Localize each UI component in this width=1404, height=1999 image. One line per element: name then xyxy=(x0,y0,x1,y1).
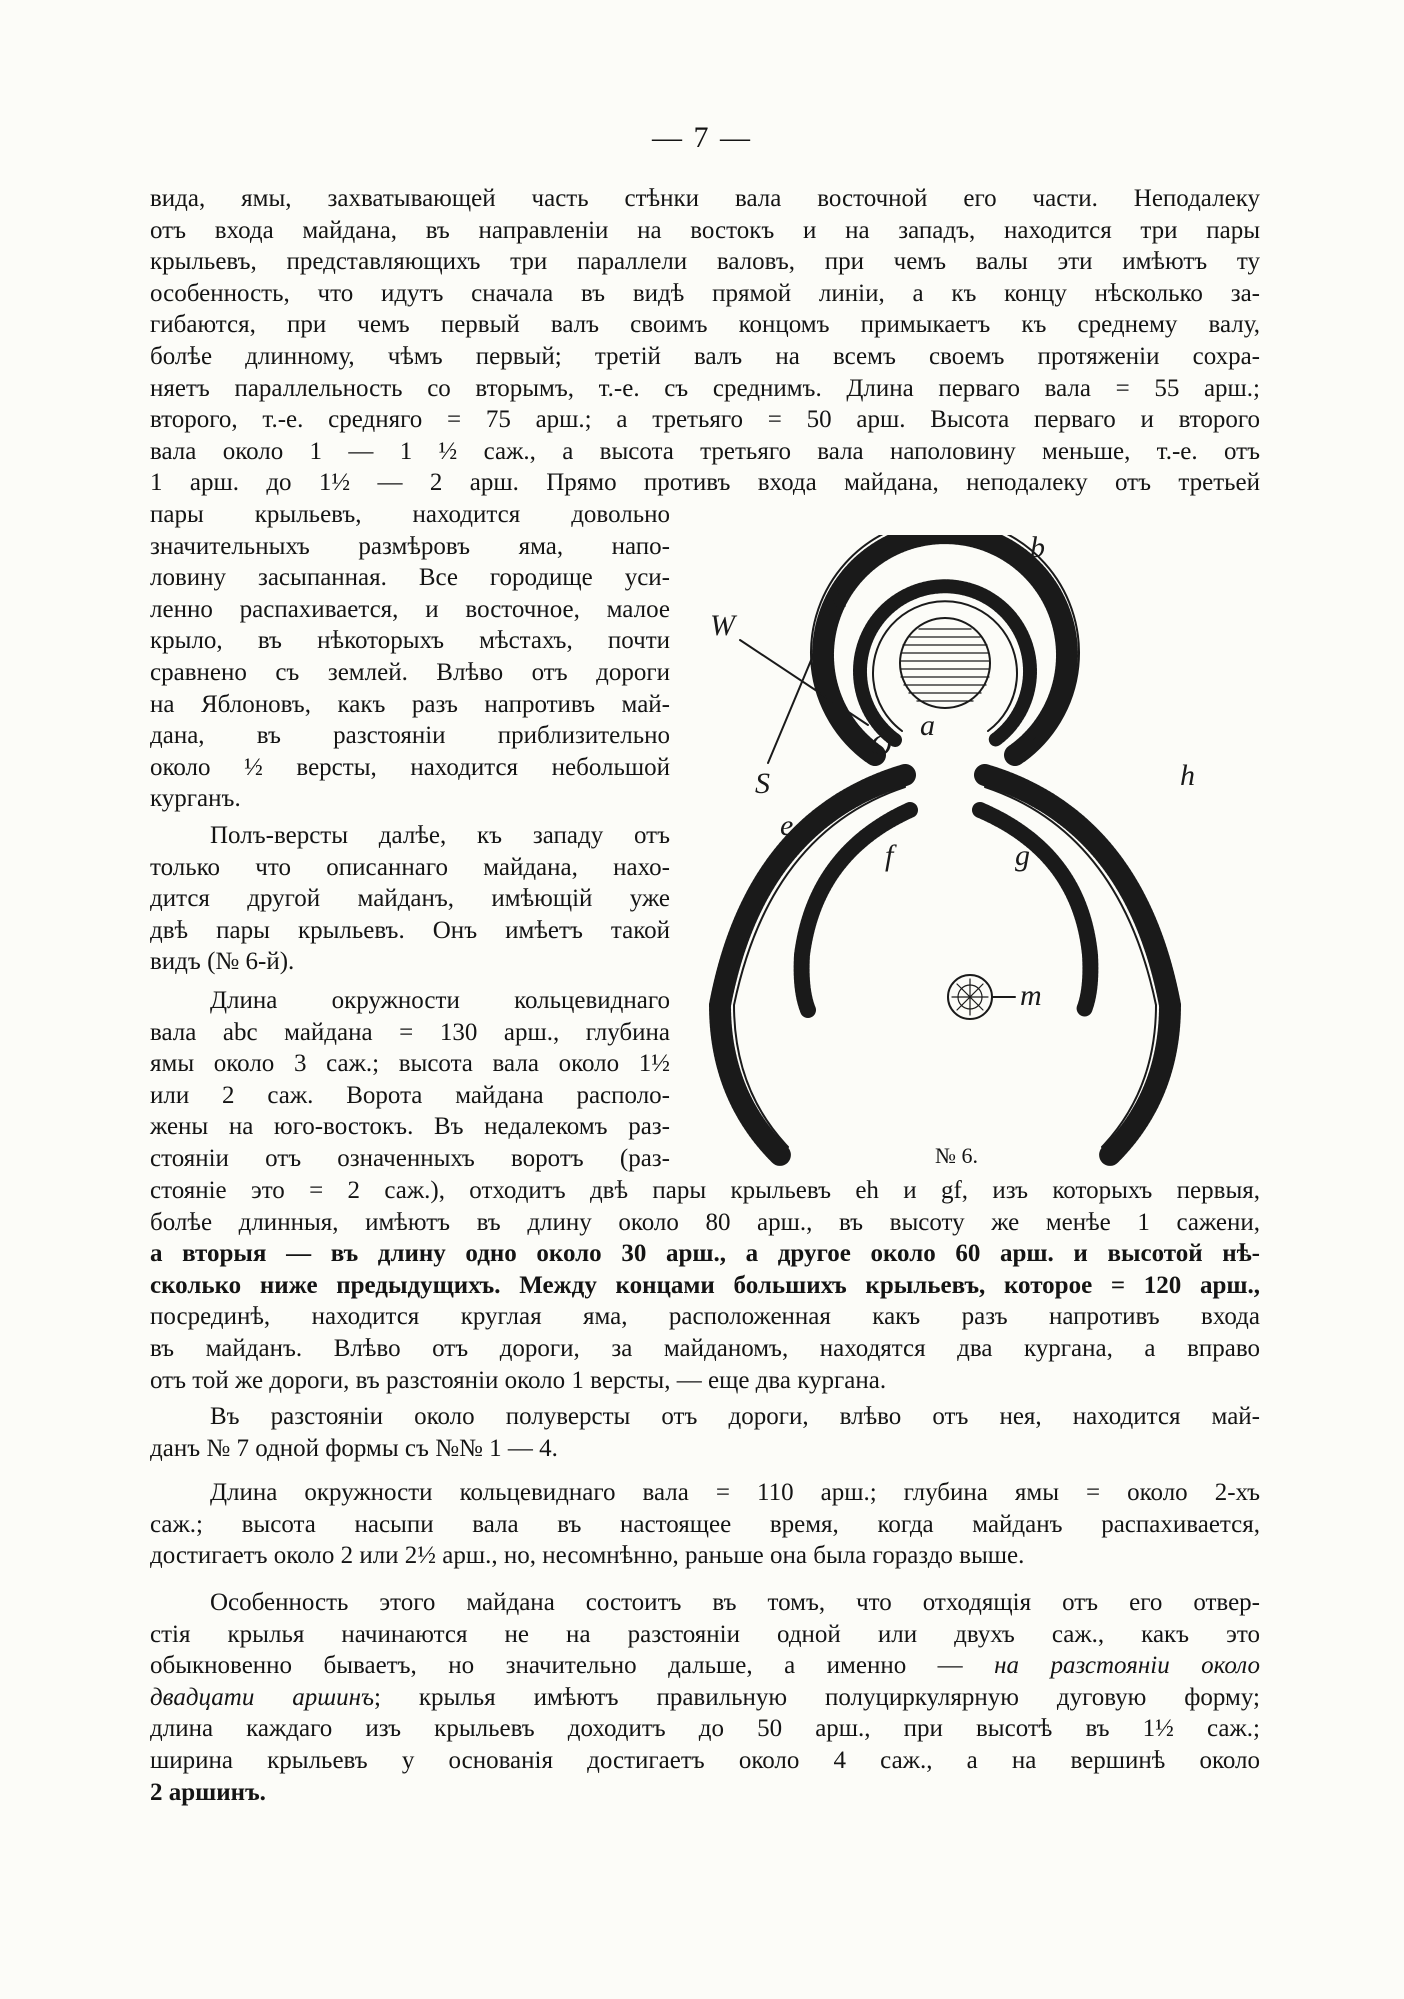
text-line: саж.; высота насыпи вала въ настоящее время, когда майданъ распахивается, xyxy=(150,1510,1260,1538)
figure-maidan-plan xyxy=(690,535,1270,1175)
paragraph-6 xyxy=(150,1477,1260,1572)
text-line: сравнено съ землей. Влѣво отъ дороги xyxy=(150,658,670,686)
wing-inner-left xyxy=(802,810,910,1010)
text-line: крыло, въ нѣкоторыхъ мѣстахъ, почти xyxy=(150,627,670,655)
italic-run: двадцати аршинъ xyxy=(150,1683,374,1711)
text-line: на Яблоновъ, какъ разъ напротивъ май- xyxy=(150,690,670,718)
text-line: Полъ-версты далѣе, къ западу отъ xyxy=(210,822,670,849)
text-line: а вторыя — въ длину одно около 30 арш., а другое около 60 арш. и высотой нѣ- xyxy=(150,1240,1260,1268)
text-line: ловину засыпанная. Все городище уси- xyxy=(150,564,670,592)
pit-center xyxy=(900,618,990,708)
text-line: отъ той же дороги, въ разстояніи около 1 версты, — еще два кургана. xyxy=(150,1366,887,1394)
text-line: вала abc майдана = 130 арш., глубина xyxy=(150,1018,670,1046)
text-line: стояніи отъ означенныхъ воротъ (раз- xyxy=(150,1144,670,1172)
text-line: значительныхъ размѣровъ яма, напо- xyxy=(150,532,670,560)
label-a: a xyxy=(920,709,935,742)
text-run: обыкновенно бываетъ, но значительно дальше, а именно — xyxy=(150,1652,995,1680)
text-line: курганъ. xyxy=(150,785,241,813)
text-line: только что описаннаго майдана, нахо- xyxy=(150,853,670,881)
text-run: ; крылья имѣютъ правильную полуциркулярную дуговую форму; xyxy=(374,1683,1260,1711)
text-line: сколько ниже предыдущихъ. Между концами большихъ крыльевъ, которое = 120 арш., xyxy=(150,1271,1260,1299)
text-line: Особенность этого майдана состоитъ въ томъ, что отходящія отъ его отвер- xyxy=(210,1589,1260,1616)
text-line xyxy=(150,1682,1260,1714)
text-line: около ½ версты, находится небольшой xyxy=(150,753,670,781)
label-m: m xyxy=(1020,979,1042,1012)
text-line: вала около 1 — 1 ½ саж., а высота третьяго вала наполовину меньше, т.-е. отъ xyxy=(150,437,1260,465)
label-g: g xyxy=(1015,839,1030,872)
label-f: f xyxy=(885,839,894,872)
text-line: посрединѣ, находится круглая яма, расположенная какъ разъ напротивъ входа xyxy=(150,1303,1260,1331)
label-W: W xyxy=(710,609,735,642)
text-line: видъ (№ 6-й). xyxy=(150,948,295,976)
pit-hatching xyxy=(900,629,990,701)
paragraph-5 xyxy=(150,1401,1260,1464)
label-c: c xyxy=(1025,714,1039,747)
text-line: жены на юго-востокъ. Въ недалекомъ раз- xyxy=(150,1113,670,1141)
text-line: или 2 саж. Ворота майдана располо- xyxy=(150,1081,670,1109)
text-line: Длина окружности кольцевиднаго xyxy=(210,987,670,1014)
text-line: 2 аршинъ. xyxy=(150,1778,266,1806)
text-line: 1 арш. до 1½ — 2 арш. Прямо противъ входа майдана, неподалеку отъ третьей xyxy=(150,469,1260,497)
text-line: крыльевъ, представляющихъ три параллели валовъ, при чемъ валы эти имѣютъ ту xyxy=(150,248,1260,276)
text-line: няетъ параллельность со вторымъ, т.-е. съ среднимъ. Длина перваго вала = 55 арш.; xyxy=(150,374,1260,402)
text-line: отъ входа майдана, въ направленіи на востокъ и на западъ, находится три пары xyxy=(150,216,1260,244)
text-line: гибаются, при чемъ первый валъ своимъ концомъ примыкаетъ къ среднему валу, xyxy=(150,311,1260,339)
ring-inner xyxy=(860,586,1030,740)
label-b: b xyxy=(1030,535,1045,564)
text-line: длина каждаго изъ крыльевъ доходитъ до 50 арш., при высотѣ въ 1½ саж.; xyxy=(150,1715,1260,1743)
wing-outer-left-edge xyxy=(734,787,905,1147)
label-O: O xyxy=(870,729,892,762)
text-line: особенность, что идутъ сначала въ видѣ прямой линіи, а къ концу нѣсколько за- xyxy=(150,279,1260,307)
text-line: двѣ пары крыльевъ. Онъ имѣетъ такой xyxy=(150,916,670,944)
label-h: h xyxy=(1180,759,1195,792)
paragraph-3 xyxy=(150,820,670,978)
label-N: N xyxy=(830,581,851,614)
ring-inner-edge xyxy=(873,601,1017,731)
text-line: дана, въ разстояніи приблизительно xyxy=(150,722,670,750)
label-e: e xyxy=(780,809,794,842)
paragraph-1 xyxy=(150,183,1260,499)
paragraph-4-full xyxy=(150,1175,1260,1396)
text-line: болѣе длинныя, имѣютъ въ длину около 80 арш., въ высоту же менѣе 1 сажени, xyxy=(150,1208,1260,1236)
page-number: — 7 — xyxy=(652,121,752,154)
compass-we xyxy=(740,640,868,725)
wing-outer-right-edge xyxy=(985,787,1156,1147)
figure-caption: № 6. xyxy=(935,1143,978,1168)
paragraph-7 xyxy=(150,1587,1260,1808)
text-line: пары крыльевъ, находится довольно xyxy=(150,501,670,528)
italic-run: на разстояніи около xyxy=(994,1652,1260,1680)
text-line: стія крылья начинаются не на разстояніи одной или двухъ саж., какъ это xyxy=(150,1620,1260,1648)
text-line: данъ № 7 одной формы съ №№ 1 — 4. xyxy=(150,1434,558,1462)
text-line: ширина крыльевъ у основанія достигаетъ около 4 саж., а на вершинѣ около xyxy=(150,1746,1260,1774)
label-S: S xyxy=(755,767,770,800)
text-line: болѣе длинному, чѣмъ первый; третій валъ на всемъ своемъ протяженіи сохра- xyxy=(150,342,1260,370)
paragraph-4-narrow xyxy=(150,985,670,1175)
text-line: ленно распахивается, и восточное, малое xyxy=(150,595,670,623)
text-line: дится другой майданъ, имѣющій уже xyxy=(150,885,670,913)
paragraph-2 xyxy=(150,499,670,815)
text-line: Въ разстояніи около полуверсты отъ дороги, влѣво отъ нея, находится май- xyxy=(210,1403,1260,1430)
maidan-plan-drawing xyxy=(690,535,1270,1175)
text-line: въ майданъ. Влѣво отъ дороги, за майданомъ, находятся два кургана, а вправо xyxy=(150,1334,1260,1362)
text-line: достигаетъ около 2 или 2½ арш., но, несомнѣнно, раньше она была гораздо выше. xyxy=(150,1542,1025,1570)
text-line: стояніе это = 2 саж.), отходитъ двѣ пары крыльевъ eh и gf, изъ которыхъ первыя, xyxy=(150,1177,1260,1204)
text-line: второго, т.-е. средняго = 75 арш.; а третьяго = 50 арш. Высота перваго и второго xyxy=(150,406,1260,434)
text-line xyxy=(150,1650,1260,1682)
text-line: Длина окружности кольцевиднаго вала = 110 арш.; глубина ямы = около 2-хъ xyxy=(210,1479,1260,1506)
text-line: вида, ямы, захватывающей часть стѣнки вала восточной его части. Неподалеку xyxy=(150,185,1260,212)
text-line: ямы около 3 саж.; высота вала около 1½ xyxy=(150,1050,670,1078)
